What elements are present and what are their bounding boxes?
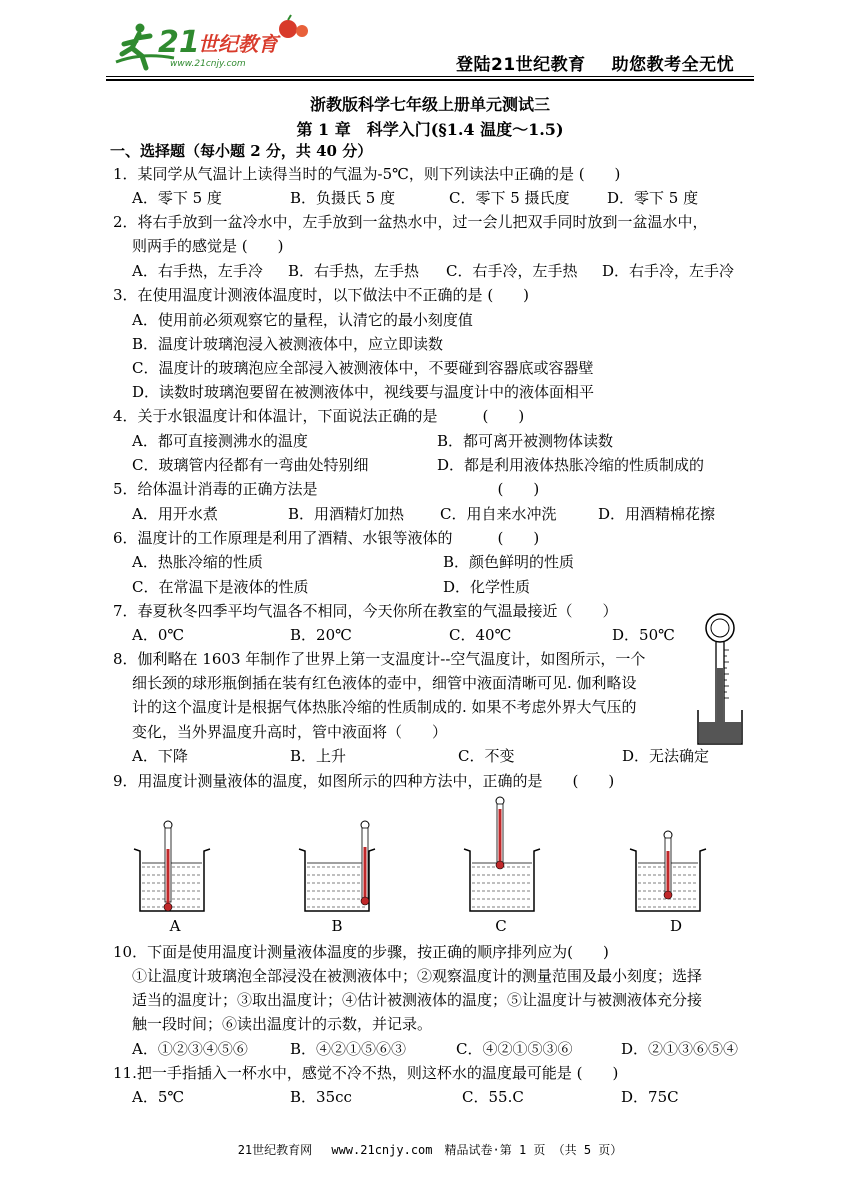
option-d: D．用酒精棉花擦 bbox=[598, 505, 716, 523]
question-stem: 9．用温度计测量液体的温度，如图所示的四种方法中，正确的是 ( ) bbox=[113, 772, 615, 790]
question-stem-cont: 细长颈的球形瓶倒插在装有红色液体的壶中，细管中液面清晰可见. 伽利略设 bbox=[132, 674, 637, 692]
section-heading: 一、选择题（每小题 2 分，共 40 分） bbox=[110, 142, 373, 160]
option-c: C．40℃ bbox=[449, 626, 512, 644]
header-rule-thick bbox=[106, 79, 754, 81]
option-b: B．20℃ bbox=[290, 626, 352, 644]
option-c: C．55.C bbox=[462, 1088, 524, 1106]
option-a: A．①②③④⑤⑥ bbox=[132, 1040, 248, 1058]
question-stem: 10．下面是使用温度计测量液体温度的步骤，按正确的顺序排列应为( ) bbox=[113, 943, 609, 961]
beaker-figure-b bbox=[295, 815, 379, 915]
option-d: D．无法确定 bbox=[622, 747, 710, 765]
logo-wordmark: 世纪教育 bbox=[198, 32, 278, 56]
option-c: C．在常温下是液体的性质 bbox=[132, 578, 309, 596]
question-stem-cont: 则两手的感觉是 ( ) bbox=[132, 237, 284, 255]
header-rule-thin bbox=[106, 76, 754, 77]
question-stem-cont: 计的这个温度计是根据气体热胀冷缩的性质制成的. 如果不考虑外界大气压的 bbox=[132, 698, 637, 716]
option-c: C．右手冷，左手热 bbox=[446, 262, 578, 280]
question-stem-cont: ①让温度计玻璃泡全部浸没在被测液体中；②观察温度计的测量范围及最小刻度；选择 bbox=[132, 967, 703, 985]
option-d: D．②①③⑥⑤④ bbox=[621, 1040, 739, 1058]
figure-label-b: B bbox=[331, 917, 343, 935]
beaker-figure-c bbox=[460, 795, 544, 915]
question-stem: 2．将右手放到一盆冷水中，左手放到一盆热水中，过一会儿把双手同时放到一盆温水中， bbox=[113, 213, 708, 231]
beaker-figure-d bbox=[626, 815, 710, 915]
question-stem: 6．温度计的工作原理是利用了酒精、水银等液体的 ( ) bbox=[113, 529, 540, 547]
option-d: D．零下 5 度 bbox=[607, 189, 699, 207]
beaker-figure-a bbox=[130, 815, 214, 915]
question-stem: 3．在使用温度计测液体温度时，以下做法中不正确的是 ( ) bbox=[113, 286, 530, 304]
option-d: D．右手冷，左手冷 bbox=[602, 262, 735, 280]
logo-21cnjy bbox=[112, 14, 312, 76]
option-b: B．颜色鲜明的性质 bbox=[443, 553, 575, 571]
option-a: A．5℃ bbox=[132, 1088, 185, 1106]
option-d: D．化学性质 bbox=[443, 578, 531, 596]
option-b: B．温度计玻璃泡浸入被测液体中，应立即读数 bbox=[132, 335, 444, 353]
option-d: D．50℃ bbox=[612, 626, 675, 644]
apple-icon bbox=[279, 15, 308, 38]
option-a: A．0℃ bbox=[132, 626, 185, 644]
option-a: A．热胀冷缩的性质 bbox=[132, 553, 263, 571]
logo-number: 21 bbox=[158, 25, 200, 60]
option-c: C．用自来水冲洗 bbox=[440, 505, 557, 523]
option-c: C．④②①⑤③⑥ bbox=[456, 1040, 573, 1058]
option-b: B．右手热，左手热 bbox=[288, 262, 420, 280]
option-a: A．用开水煮 bbox=[132, 505, 218, 523]
header-slogan bbox=[456, 50, 734, 75]
slogan-left: 登陆21世纪教育 bbox=[456, 55, 586, 75]
question-stem: 4．关于水银温度计和体温计，下面说法正确的是 ( ) bbox=[113, 407, 525, 425]
option-d: D．75C bbox=[621, 1088, 679, 1106]
option-b: B．用酒精灯加热 bbox=[288, 505, 405, 523]
option-a: A．右手热，左手冷 bbox=[132, 262, 263, 280]
slogan-right: 助您教考全无忧 bbox=[611, 55, 735, 75]
logo-url: www.21cnjy.com bbox=[170, 59, 246, 69]
option-a: A．使用前必须观察它的量程，认清它的最小刻度值 bbox=[132, 311, 473, 329]
option-a: A．零下 5 度 bbox=[132, 189, 222, 207]
question-stem: 11.把一手指插入一杯水中，感觉不冷不热，则这杯水的温度最可能是 ( ) bbox=[113, 1064, 619, 1082]
figure-label-a: A bbox=[169, 917, 181, 935]
exam-subtitle: 第 1 章 科学入门(§1.4 温度～1.5) bbox=[296, 120, 564, 139]
option-b: B．④②①⑤⑥③ bbox=[290, 1040, 407, 1058]
question-stem: 7．春夏秋冬四季平均气温各不相同，今天你所在教室的气温最接近（ ） bbox=[113, 602, 618, 620]
question-stem: 5．给体温计消毒的正确方法是 ( ) bbox=[113, 480, 540, 498]
galileo-thermometer-figure bbox=[692, 610, 748, 748]
option-c: C．玻璃管内径都有一弯曲处特别细 bbox=[132, 456, 369, 474]
option-a: A．下降 bbox=[132, 747, 188, 765]
question-stem: 8．伽利略在 1603 年制作了世界上第一支温度计--空气温度计，如图所示，一个 bbox=[113, 650, 646, 668]
question-stem: 1．某同学从气温计上读得当时的气温为-5℃，则下列读法中正确的是 ( ) bbox=[113, 165, 621, 183]
option-b: B．35cc bbox=[290, 1088, 352, 1106]
question-stem-cont: 适当的温度计；③取出温度计；④估计被测液体的温度；⑤让温度计与被测液体充分接 bbox=[132, 991, 703, 1009]
option-b: B．上升 bbox=[290, 747, 347, 765]
option-b: B．负摄氏 5 度 bbox=[290, 189, 396, 207]
question-stem-cont: 触一段时间；⑥读出温度计的示数，并记录。 bbox=[132, 1015, 433, 1033]
option-d: D．都是利用液体热胀冷缩的性质制成的 bbox=[437, 456, 705, 474]
option-b: B．都可离开被测物体读数 bbox=[437, 432, 614, 450]
option-c: C．不变 bbox=[458, 747, 515, 765]
figure-label-d: D bbox=[669, 917, 683, 935]
question-stem-cont: 变化，当外界温度升高时，管中液面将（ ） bbox=[132, 723, 448, 741]
option-d: D．读数时玻璃泡要留在被测液体中，视线要与温度计中的液体面相平 bbox=[132, 383, 595, 401]
option-c: C．温度计的玻璃泡应全部浸入被测液体中，不要碰到容器底或容器壁 bbox=[132, 359, 594, 377]
page-footer: 21世纪教育网 www.21cnjy.com 精品试卷·第 1 页 （共 5 页） bbox=[237, 1143, 623, 1157]
figure-label-c: C bbox=[495, 917, 507, 935]
exam-title: 浙教版科学七年级上册单元测试三 bbox=[309, 95, 550, 114]
option-a: A．都可直接测沸水的温度 bbox=[132, 432, 308, 450]
option-c: C．零下 5 摄氏度 bbox=[449, 189, 570, 207]
